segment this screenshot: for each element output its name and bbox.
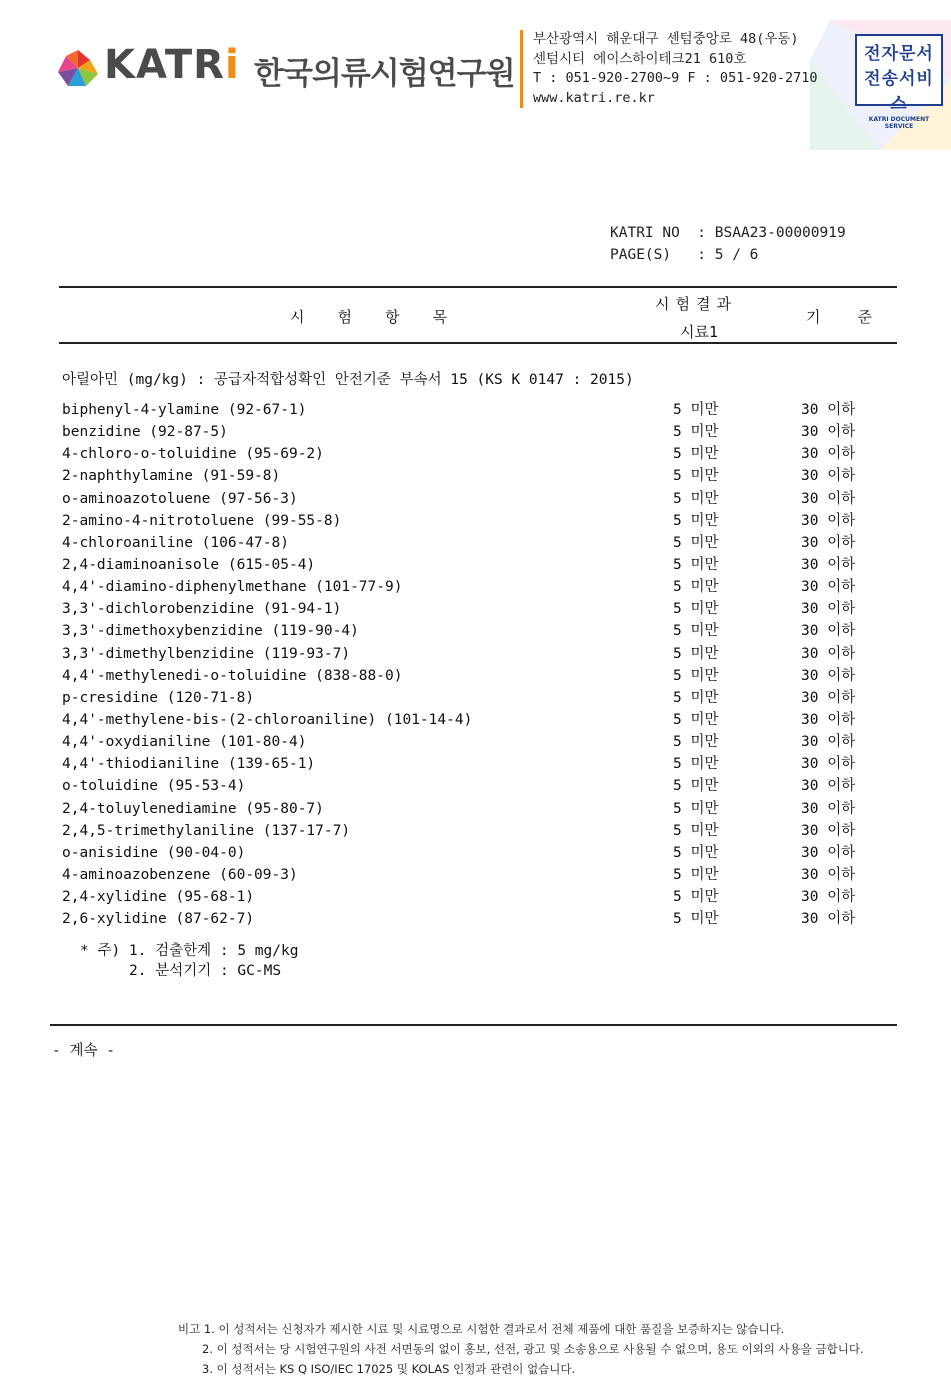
address-line: 부산광역시 해운대구 센텀중앙로 48(우동) [533, 31, 799, 47]
result-value: 5 미만 [673, 579, 719, 596]
standard-value: 30 이하 [801, 534, 856, 551]
analyte-name: 2,4,5-trimethylaniline (137-17-7) [62, 822, 351, 839]
continued-marker: - 계속 - [52, 1043, 115, 1059]
analyte-name: 4,4'-methylenedi-o-toluidine (838-88-0) [62, 667, 403, 684]
table-row [62, 510, 902, 532]
results-table-body [62, 399, 902, 930]
table-row [62, 576, 902, 598]
result-value: 5 미만 [673, 402, 719, 418]
standard-value: 30 이하 [801, 667, 856, 684]
electronic-document-badge [855, 34, 943, 130]
analyte-name: o-aminoazotoluene (97-56-3) [62, 490, 298, 507]
result-value: 5 미만 [673, 490, 719, 507]
analyte-name: 2,4-toluylenediamine (95-80-7) [62, 800, 324, 817]
standard-value: 30 이하 [801, 756, 856, 773]
result-value: 5 미만 [673, 468, 719, 485]
table-top-rule [59, 286, 897, 288]
result-value: 5 미만 [673, 844, 719, 861]
result-value: 5 미만 [673, 734, 719, 751]
logo-korean-name: 한국의류시험연구원 [254, 56, 515, 92]
katri-logo [56, 40, 516, 98]
table-row [62, 864, 902, 886]
section-title: 아릴아민 (mg/kg) : 공급자적합성확인 안전기준 부속서 15 (KS K 0147 : 2015) [62, 372, 634, 388]
result-value: 5 미만 [673, 556, 719, 573]
notes [80, 941, 298, 981]
badge-line-3: KATRI DOCUMENT SERVICE [868, 116, 930, 130]
table-row [62, 532, 902, 554]
analyte-name: 2-amino-4-nitrotoluene (99-55-8) [62, 512, 342, 529]
standard-value: 30 이하 [801, 800, 856, 817]
result-value: 5 미만 [673, 822, 719, 839]
header-test-result: 시험결과 [655, 295, 737, 313]
header-standard: 기 준 [806, 308, 887, 326]
table-row [62, 798, 902, 820]
table-header-rule [59, 342, 897, 344]
table-row [62, 488, 902, 510]
note-instrument: 2. 분석기기 : GC-MS [129, 963, 282, 979]
standard-value: 30 이하 [801, 844, 856, 861]
analyte-name: benzidine (92-87-5) [62, 424, 228, 441]
standard-value: 30 이하 [801, 689, 856, 706]
result-value: 5 미만 [673, 689, 719, 706]
katri-number: KATRI NO : BSAA23-00000919 [610, 225, 846, 241]
institute-address [520, 30, 817, 108]
result-value: 5 미만 [673, 889, 719, 906]
result-value: 5 미만 [673, 446, 719, 463]
standard-value: 30 이하 [801, 601, 856, 618]
analyte-name: 4,4'-thiodianiline (139-65-1) [62, 756, 316, 773]
standard-value: 30 이하 [801, 556, 856, 573]
result-value: 5 미만 [673, 778, 719, 795]
analyte-name: 4,4'-methylene-bis-(2-chloroaniline) (101-14-4) [62, 711, 473, 728]
table-row [62, 886, 902, 908]
analyte-name: 2,6-xylidine (87-62-7) [62, 911, 255, 928]
analyte-name: p-cresidine (120-71-8) [62, 689, 255, 706]
footer-remarks [178, 1319, 864, 1379]
phone-fax-line: T : 051-920-2700~9 F : 051-920-2710 [533, 70, 818, 86]
result-value: 5 미만 [673, 645, 719, 662]
table-row [62, 465, 902, 487]
table-row [62, 753, 902, 775]
analyte-name: 3,3'-dimethylbenzidine (119-93-7) [62, 645, 351, 662]
analyte-name: biphenyl-4-ylamine (92-67-1) [62, 402, 307, 418]
analyte-name: 4-aminoazobenzene (60-09-3) [62, 866, 298, 883]
result-value: 5 미만 [673, 534, 719, 551]
standard-value: 30 이하 [801, 889, 856, 906]
footer-remark-1: 비고 1. 이 성적서는 신청자가 제시한 시료 및 시료명으로 시험한 결과로서 전체 제품에 대한 품질을 보증하지는 않습니다. [178, 1322, 785, 1336]
standard-value: 30 이하 [801, 468, 856, 485]
result-value: 5 미만 [673, 601, 719, 618]
page-indicator: PAGE(S) : 5 / 6 [610, 247, 759, 263]
result-value: 5 미만 [673, 424, 719, 441]
footer-remark-3: 3. 이 성적서는 KS Q ISO/IEC 17025 및 KOLAS 인정과 관련이 없습니다. [202, 1362, 576, 1376]
standard-value: 30 이하 [801, 512, 856, 529]
standard-value: 30 이하 [801, 822, 856, 839]
table-row [62, 687, 902, 709]
analyte-name: 4,4'-oxydianiline (101-80-4) [62, 734, 307, 751]
standard-value: 30 이하 [801, 579, 856, 596]
analyte-name: 2,4-diaminoanisole (615-05-4) [62, 556, 316, 573]
logo-text: KATRi [104, 42, 240, 88]
katri-logo-mark-icon [56, 46, 100, 90]
analyte-name: 4-chloro-o-toluidine (95-69-2) [62, 446, 324, 463]
analyte-name: 2-naphthylamine (91-59-8) [62, 468, 281, 485]
table-row [62, 842, 902, 864]
table-row [62, 775, 902, 797]
analyte-name: 3,3'-dichlorobenzidine (91-94-1) [62, 601, 342, 618]
standard-value: 30 이하 [801, 402, 856, 418]
table-row [62, 731, 902, 753]
result-value: 5 미만 [673, 911, 719, 928]
result-value: 5 미만 [673, 756, 719, 773]
address-line: 센텀시티 에이스하이테크21 610호 [533, 50, 747, 67]
table-row [62, 399, 902, 421]
result-value: 5 미만 [673, 711, 719, 728]
standard-value: 30 이하 [801, 734, 856, 751]
analyte-name: o-anisidine (90-04-0) [62, 844, 246, 861]
result-value: 5 미만 [673, 512, 719, 529]
table-row [62, 554, 902, 576]
badge-line-1: 전자문서 [864, 44, 934, 64]
badge-line-2: 전송서비스 [864, 69, 934, 114]
table-row [62, 665, 902, 687]
table-row [62, 643, 902, 665]
note-detection-limit: * 주) 1. 검출한계 : 5 mg/kg [80, 943, 299, 959]
header-sample: 시료1 [680, 323, 719, 341]
table-row [62, 598, 902, 620]
table-row [62, 443, 902, 465]
standard-value: 30 이하 [801, 623, 856, 640]
header-test-item: 시 험 항 목 [290, 308, 460, 326]
result-value: 5 미만 [673, 800, 719, 817]
standard-value: 30 이하 [801, 424, 856, 441]
standard-value: 30 이하 [801, 645, 856, 662]
analyte-name: 2,4-xylidine (95-68-1) [62, 889, 255, 906]
table-bottom-rule [50, 1024, 897, 1026]
standard-value: 30 이하 [801, 911, 856, 928]
analyte-name: 3,3'-dimethoxybenzidine (119-90-4) [62, 623, 359, 640]
table-row [62, 709, 902, 731]
table-row [62, 620, 902, 642]
standard-value: 30 이하 [801, 446, 856, 463]
analyte-name: 4,4'-diamino-diphenylmethane (101-77-9) [62, 579, 403, 596]
standard-value: 30 이하 [801, 490, 856, 507]
result-value: 5 미만 [673, 667, 719, 684]
website-line: www.katri.re.kr [533, 89, 655, 106]
standard-value: 30 이하 [801, 866, 856, 883]
footer-remark-2: 2. 이 성적서는 당 시험연구원의 사전 서면동의 없이 홍보, 선전, 광고 및 소송용으로 사용될 수 없으며, 용도 이외의 사용을 금합니다. [202, 1342, 864, 1356]
report-meta [610, 222, 846, 266]
table-row [62, 820, 902, 842]
table-row [62, 908, 902, 930]
result-value: 5 미만 [673, 866, 719, 883]
analyte-name: o-toluidine (95-53-4) [62, 778, 246, 795]
standard-value: 30 이하 [801, 778, 856, 795]
analyte-name: 4-chloroaniline (106-47-8) [62, 534, 289, 551]
result-value: 5 미만 [673, 623, 719, 640]
table-row [62, 421, 902, 443]
standard-value: 30 이하 [801, 711, 856, 728]
